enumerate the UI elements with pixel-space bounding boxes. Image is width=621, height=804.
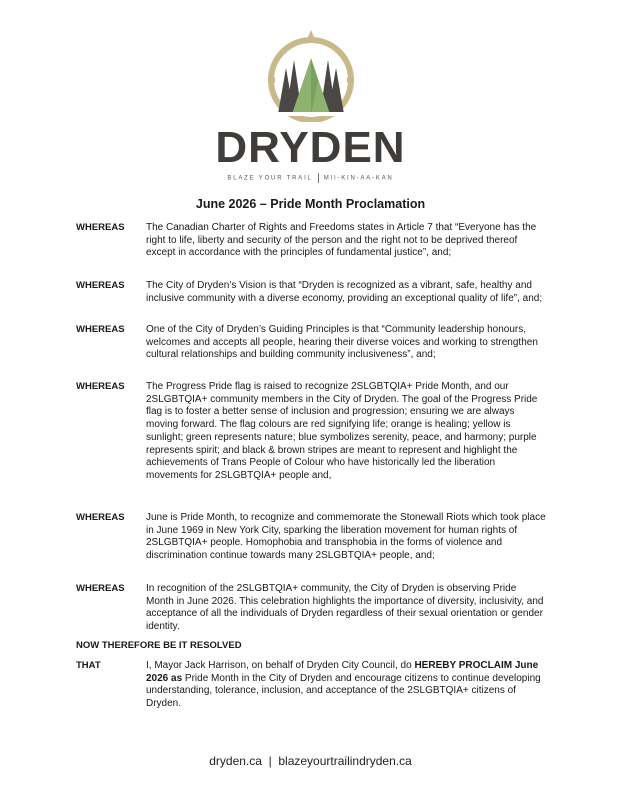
that-text-pre: I, Mayor Jack Harrison, on behalf of Dryden City Council, do [146, 660, 415, 671]
that-clause-text [146, 660, 546, 711]
whereas-label: WHEREAS [76, 280, 125, 291]
clause-text: The Canadian Charter of Rights and Freedoms states in Article 7 that “Everyone has the right to life, liberty and security of the person and the right not to be deprived thereof except in accordance with the principles of fundamental justice”, and; [146, 222, 537, 259]
dryden-logo-emblem [0, 30, 621, 122]
whereas-label: WHEREAS [76, 222, 125, 233]
clause-text: In recognition of the 2SLGBTQIA+ community, the City of Dryden is observing Pride Month in June 2026. This celebration highlights the importance of diversity, inclusivity, and acceptance of all the individuals of Dryden regardless of their sexual orientation or gender identity. [146, 583, 544, 633]
that-text-post: Pride Month in the City of Dryden and encourage citizens to continue developing understanding, tolerance, inclusion, and acceptance of the 2SLGBTQIA+ citizens of Dryden. [146, 672, 541, 710]
compass-tree-emblem-icon [256, 30, 366, 122]
logo-tagline [0, 173, 621, 183]
whereas-label: WHEREAS [76, 512, 125, 523]
that-label: THAT [76, 660, 101, 671]
footer-links: dryden.ca | blazeyourtrailindryden.ca [209, 754, 412, 768]
clause-text: June is Pride Month, to recognize and commemorate the Stonewall Riots which took place in June 1969 in New York City, sparking the liberation movement for human rights of 2SLGBTQIA+ people. Homophobia and transphobia in the forms of violence and discrimination continue towards many 2SLGBTQIA+ people, and; [146, 512, 546, 562]
that-text-bold: HEREBY PROCLAIM June 2026 as [146, 660, 539, 684]
logo-wordmark: DRYDEN [215, 123, 406, 172]
resolved-heading: NOW THEREFORE BE IT RESOLVED [76, 640, 242, 651]
whereas-label: WHEREAS [76, 324, 125, 335]
tagline-divider [318, 173, 319, 183]
whereas-label: WHEREAS [76, 381, 125, 392]
clause-text: One of the City of Dryden’s Guiding Principles is that “Community leadership honours, welcomes and accepts all people, hearing their diverse voices and working to strengthen cultural relationships and building community inclusiveness”, and; [146, 324, 538, 361]
tagline-left: BLAZE YOUR TRAIL [227, 175, 313, 182]
tagline-right: MII-KIN-AA-KAN [323, 175, 394, 182]
clause-text: The City of Dryden’s Vision is that “Dryden is recognized as a vibrant, safe, healthy and inclusive community with a diverse economy, providing an exceptional quality of life”, and; [146, 280, 543, 304]
clause-text: The Progress Pride flag is raised to recognize 2SLGBTQIA+ Pride Month, and our 2SLGBTQIA+ community members in the City of Dryden. The goal of the Progress Pride flag is to foster a better sense of inclusion and progression; ensuring we are always moving forward. The flag colours are red signifying life; orange is healing; yellow is sunlight; green represents nature; blue symbolizes serenity, peace, and harmony; purple represents spirit; and black & brown stripes are meant to represent and highlight the achievements of Trans People of Colour who have historically led the liberation movements for 2SLGBTQIA+ people and, [146, 381, 538, 481]
whereas-label: WHEREAS [76, 583, 125, 594]
document-title: June 2026 – Pride Month Proclamation [195, 197, 426, 211]
